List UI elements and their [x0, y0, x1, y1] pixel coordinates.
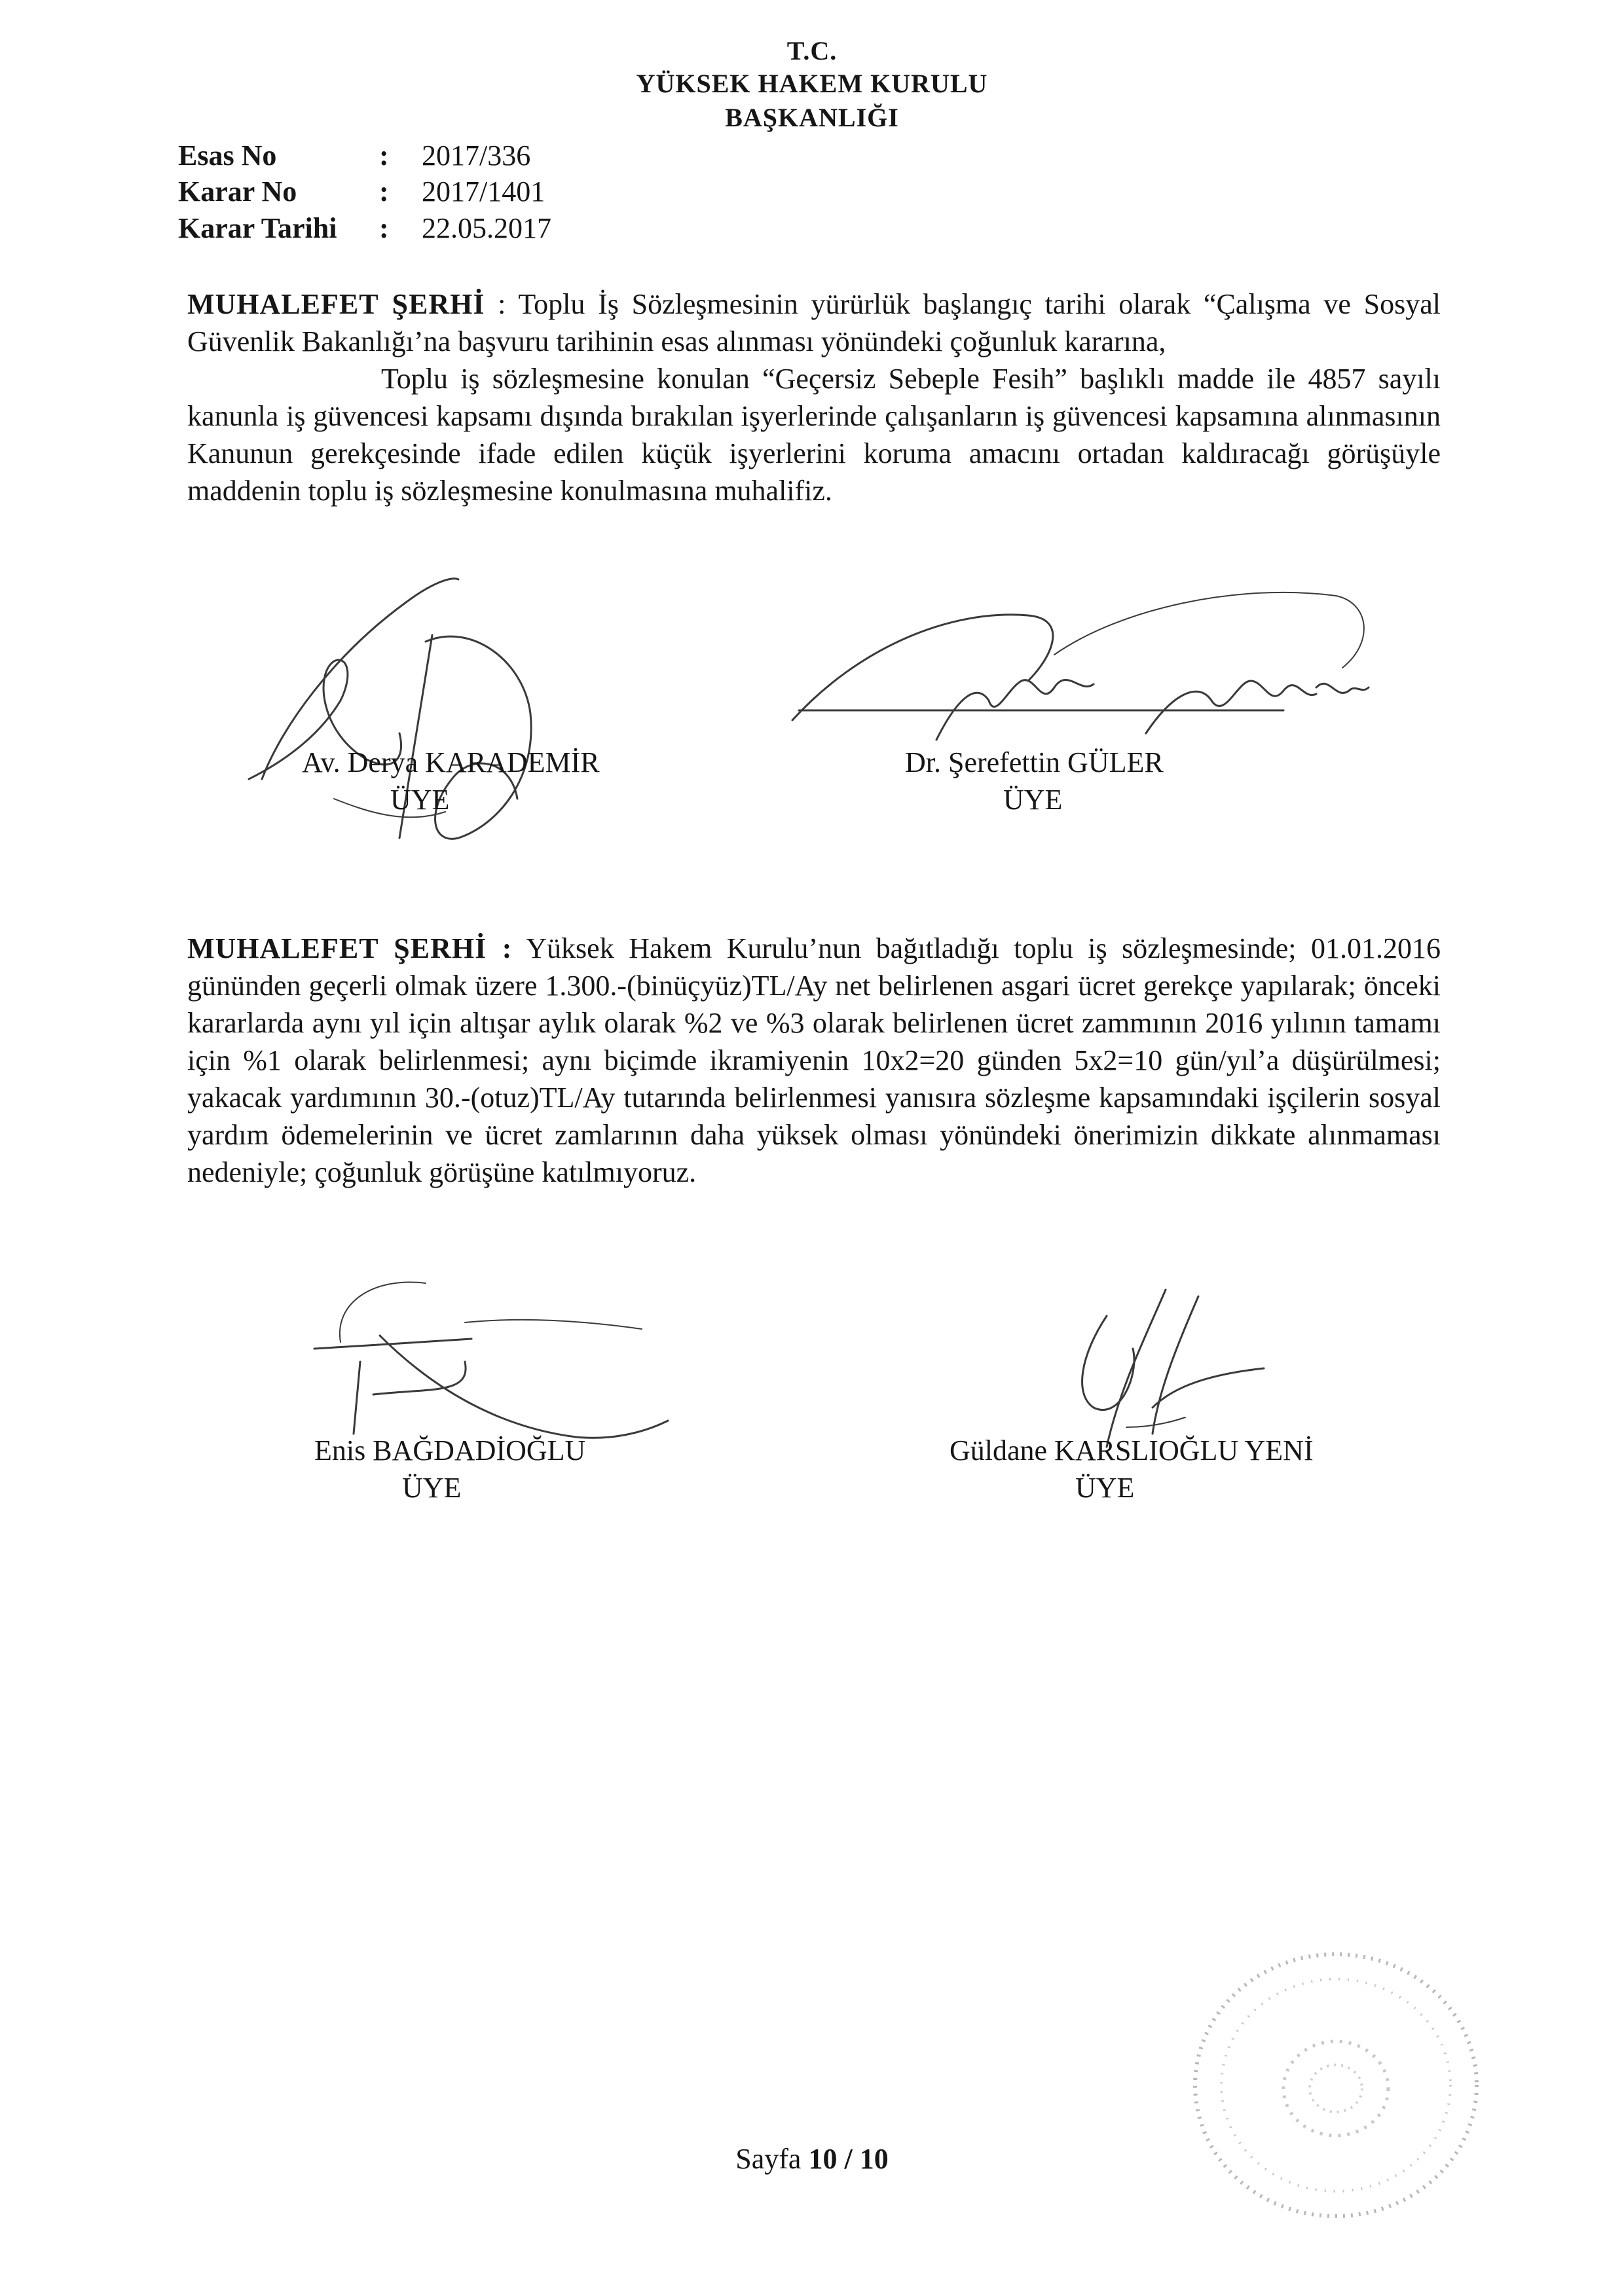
dissent-text-2: Yüksek Hakem Kurulu’nun bağıtladığı toplu iş sözleşmesinde; 01.01.2016 gününden geçerli olmak üzere 1.300.-(binüçyüz)TL/Ay net belirlenen asgari ücret gerekçe yapılarak; önceki kararlarda aynı yıl için altışar aylık olarak %2 ve %3 olarak belirlenen ücret zammının 2016 yılının tamamı için %1 olarak belirlenmesi; aynı biçimde ikramiyenin 10x2=20 günden 5x2=10 gün/yıl’a düşürülmesi; yakacak yardımının 30.-(otuz)TL/Ay tutarında belirlenmesi yanısıra sözleşme kapsamındaki işçilerin sosyal yardım ödemelerinin ve ücret zamlarının daha yüksek olması yönündeki önerimizin dikkate alınmaması nedeniyle; çoğunluk görüşüne katılmıyoruz. [187, 932, 1441, 1188]
page-footer [0, 2145, 1624, 2174]
signer-right-role-2: ÜYE [1075, 1472, 1135, 1504]
tarih-value: 22.05.2017 [422, 212, 551, 244]
esas-colon: : [379, 139, 389, 172]
karar-colon: : [379, 175, 389, 208]
signer-right-role-1: ÜYE [1003, 784, 1063, 816]
header-line-tc: T.C. [786, 36, 838, 65]
dissent-text-1b: Toplu iş sözleşmesine konulan “Geçersiz Sebeple Fesih” başlıklı madde ile 4857 sayılı kanunla iş güvencesi kapsamı dışında bırakılan işyerlerinde çalışanların iş güvencesi kapsamına alınmasının Kanunun gerekçesinde ifade edilen küçük işyerlerini koruma amacını ortadan kaldıracağı görüşüyle maddenin toplu iş sözleşmesine konulmasına muhalifiz. [187, 363, 1441, 507]
dissent-heading-2: MUHALEFET ŞERHİ : [187, 932, 513, 964]
karar-value: 2017/1401 [422, 175, 545, 208]
dissent-paragraph-2 [187, 930, 1441, 1191]
signer-right-name-1: Dr. Şerefettin GÜLER [905, 746, 1164, 778]
signer-right-name-2: Güldane KARSLIOĞLU YENİ [950, 1434, 1314, 1467]
esas-value: 2017/336 [422, 139, 531, 172]
karar-label: Karar No [178, 175, 297, 208]
tarih-label: Karar Tarihi [178, 212, 337, 244]
esas-label: Esas No [178, 139, 277, 172]
tarih-colon: : [379, 212, 389, 244]
header-line-board: YÜKSEK HAKEM KURULU [636, 69, 988, 98]
header-line-presidency: BAŞKANLIĞI [725, 103, 899, 132]
signer-left-name-2: Enis BAĞDADİOĞLU [314, 1434, 586, 1467]
dissent-heading-1: MUHALEFET ŞERHİ [187, 288, 485, 320]
page-footer-prefix: Sayfa [735, 2143, 809, 2175]
signature-bagdadioglu [301, 1264, 707, 1460]
dissent-paragraph-1 [187, 285, 1441, 509]
signature-guler [779, 570, 1434, 766]
dissent-text-1a: : Toplu İş Sözleşmesinin yürürlük başlangıç tarihi olarak “Çalışma ve Sosyal Güvenlik Bakanlığı’na başvuru tarihinin esas alınması yönündeki çoğunluk kararına, [187, 288, 1441, 357]
signer-left-name-1: Av. Derya KARADEMİR [302, 746, 600, 778]
signer-left-role-2: ÜYE [402, 1472, 462, 1504]
official-seal [1179, 1938, 1493, 2232]
signer-left-role-1: ÜYE [390, 784, 450, 816]
signature-karademir [236, 563, 576, 871]
page-number: 10 / 10 [808, 2143, 889, 2175]
